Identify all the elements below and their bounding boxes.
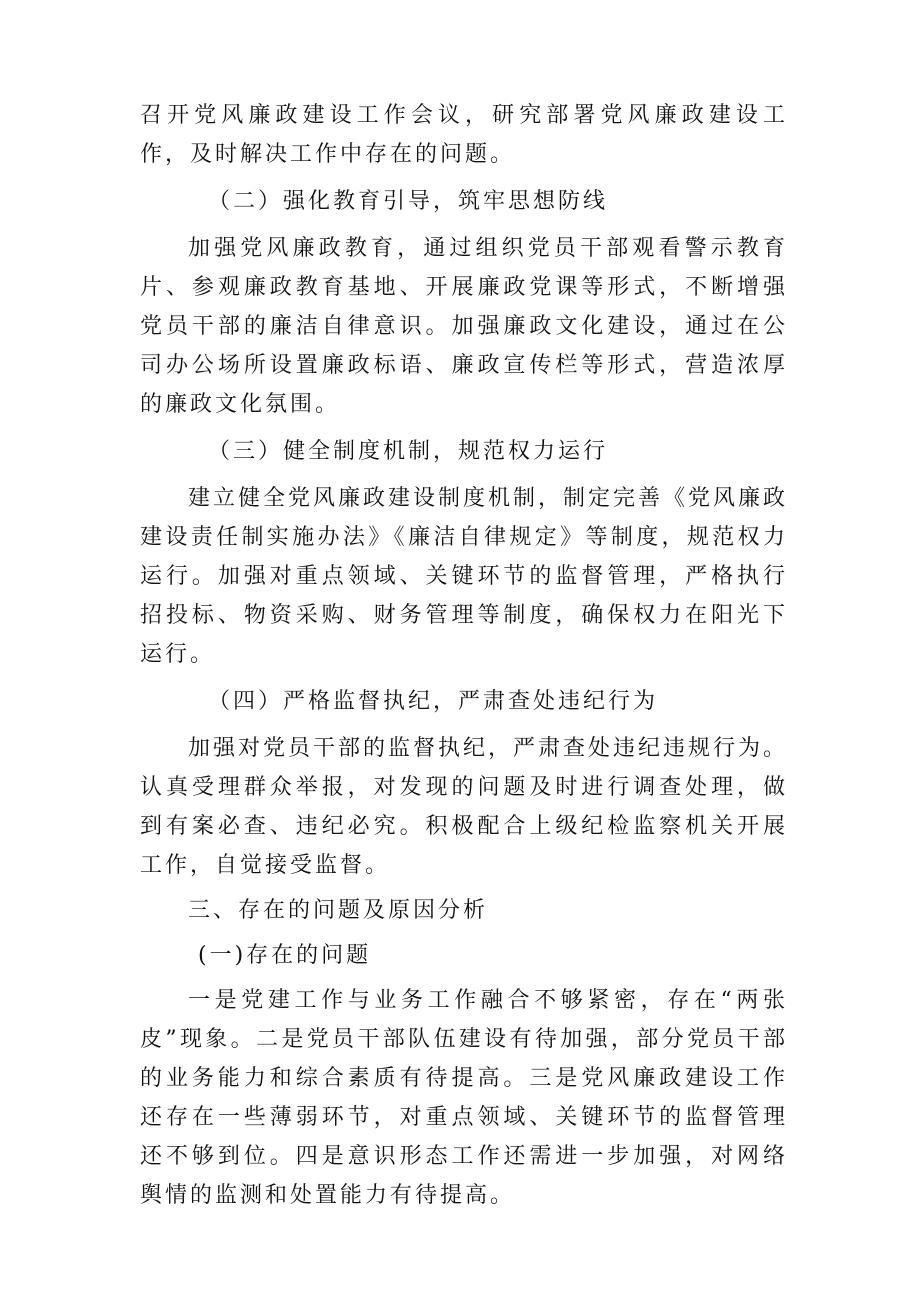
paragraph-supervision: 加强对党员干部的监督执纪，严肃查处违纪违规行为。认真受理群众举报，对发现的问题及时进行调查处理，做到有案必查、违纪必究。积极配合上级纪检监察机关开展工作，自觉接受监督。 — [140, 736, 789, 878]
paragraph-continuation: 召开党风廉政建设工作会议，研究部署党风廉政建设工作，及时解决工作中存在的问题。 — [140, 103, 788, 167]
document-body — [140, 96, 788, 1215]
paragraph-problems: 一是党建工作与业务工作融合不够紧密，存在“两张皮”现象。二是党员干部队伍建设有待加强，部分党员干部的业务能力和综合素质有待提高。三是党风廉政建设工作还存在一些薄弱环节，对重点领域、关键环节的监督管理还不够到位。四是意识形态工作还需进一步加强，对网络舆情的监测和处置能力有待提高。 — [140, 988, 788, 1208]
subheading-existing-problems: (一)存在的问题 — [198, 943, 372, 968]
paragraph-education: 加强党风廉政教育，通过组织党员干部观看警示教育片、参观廉政教育基地、开展廉政党课等形式，不断增强党员干部的廉洁自律意识。加强廉政文化建设，通过在公司办公场所设置廉政标语、廉政宣传栏等形式，营造浓厚的廉政文化氛围。 — [140, 236, 788, 417]
section-heading-problems: 三、存在的问题及原因分析 — [188, 898, 489, 923]
subheading-institution-mechanism: （三）健全制度机制，规范权力运行 — [208, 439, 609, 464]
subheading-supervision-discipline: （四）严格监督执纪，严肃查处违纪行为 — [208, 689, 659, 714]
paragraph-institution: 建立健全党风廉政建设制度机制，制定完善《党风廉政建设责任制实施办法》《廉洁自律规定》等制度，规范权力运行。加强对重点领域、关键环节的监督管理，严格执行招投标、物资采购、财务管理等制度，确保权力在阳光下运行。 — [140, 486, 789, 667]
subheading-strengthen-education: （二）强化教育引导，筑牢思想防线 — [208, 189, 609, 214]
